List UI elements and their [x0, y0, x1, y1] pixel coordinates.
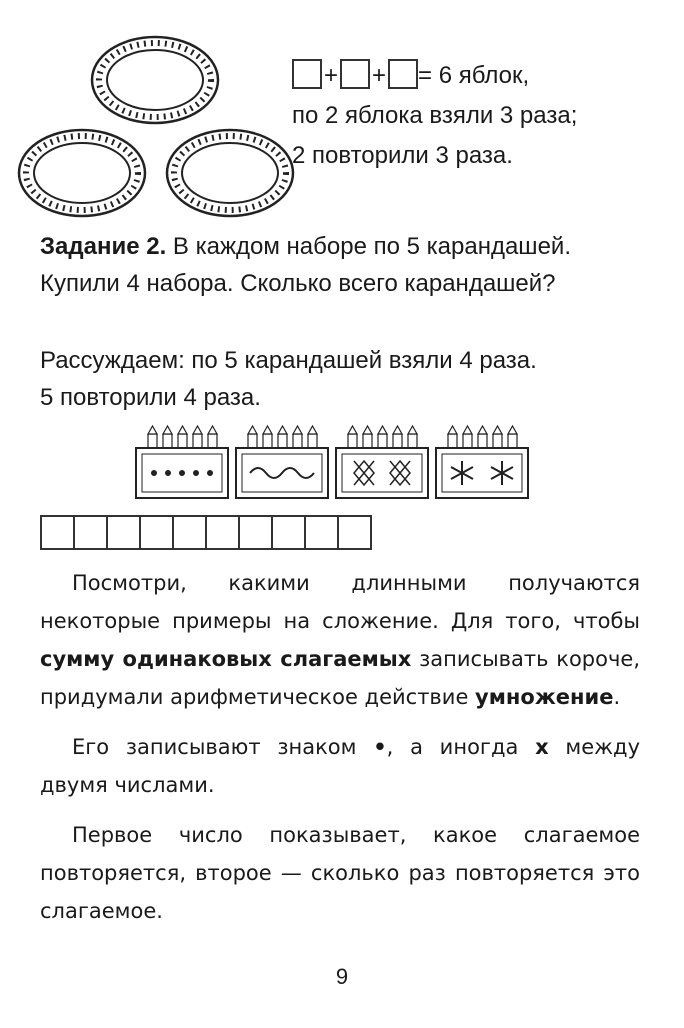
- answer-cell[interactable]: [40, 515, 75, 550]
- plus-sign: +: [372, 62, 387, 89]
- plates-illustration: [14, 30, 304, 220]
- answer-cell[interactable]: [337, 515, 372, 550]
- paragraph-2: [40, 728, 640, 804]
- pencil-tip: [348, 426, 357, 434]
- paragraph-3: Первое число показывает, какое слагаемое повторяется, второе — сколько раз повторяется это слагаемое.: [40, 823, 640, 923]
- pencil-tip: [493, 426, 502, 434]
- pencil-tip: [448, 426, 457, 434]
- pencil-box: [336, 448, 428, 498]
- answer-cell[interactable]: [139, 515, 174, 550]
- task-text: В каждом наборе по 5 карандашей. Купили 4 набора. Сколько всего карандашей?: [40, 233, 571, 297]
- pencil-tip: [208, 426, 217, 434]
- answer-box[interactable]: [340, 59, 370, 89]
- ornament: [179, 470, 185, 476]
- answer-cell[interactable]: [73, 515, 108, 550]
- ornament: [165, 470, 171, 476]
- pencil-tip: [248, 426, 257, 434]
- answer-cell[interactable]: [106, 515, 141, 550]
- pencil-tip: [163, 426, 172, 434]
- answer-cell[interactable]: [238, 515, 273, 550]
- pencil-tip: [293, 426, 302, 434]
- text: Его записывают знаком: [72, 735, 374, 759]
- equation-result: = 6 яблок,: [418, 62, 530, 89]
- paragraph-1: [40, 564, 640, 716]
- equation-line-3: 2 повторили 3 раза.: [292, 142, 513, 169]
- answer-cell[interactable]: [172, 515, 207, 550]
- answer-box[interactable]: [292, 59, 322, 89]
- answer-cells: [40, 515, 372, 550]
- reasoning-line-2: 5 повторили 4 раза.: [40, 384, 261, 411]
- text: , а иногда: [386, 735, 536, 759]
- pencil-tip: [148, 426, 157, 434]
- text: записывать короче, придумали арифметическое действие: [40, 647, 640, 709]
- explanation: [40, 564, 640, 942]
- pencil-tip: [408, 426, 417, 434]
- bold-term: умножение: [475, 685, 614, 709]
- dot-sign: •: [373, 735, 387, 759]
- bold-term: сумму одинаковых слагаемых: [40, 647, 412, 671]
- pencil-tip: [363, 426, 372, 434]
- answer-cell[interactable]: [304, 515, 339, 550]
- answer-cell[interactable]: [205, 515, 240, 550]
- equation-line: [292, 56, 672, 96]
- text: Посмотри, какими длинными получаются некоторые примеры на сложение. Для того, чтобы: [40, 571, 640, 633]
- plus-sign: +: [324, 62, 339, 89]
- pencil-tip: [193, 426, 202, 434]
- answer-box[interactable]: [388, 59, 418, 89]
- pencil-tip: [393, 426, 402, 434]
- reasoning: [40, 342, 640, 416]
- pencil-tip: [478, 426, 487, 434]
- pencil-tip: [263, 426, 272, 434]
- ornament: [151, 470, 157, 476]
- pencil-tip: [463, 426, 472, 434]
- pencil-tip: [508, 426, 517, 434]
- pencil-tip: [378, 426, 387, 434]
- pencil-tip: [308, 426, 317, 434]
- cross-sign: х: [535, 735, 549, 759]
- answer-cell[interactable]: [271, 515, 306, 550]
- reasoning-line-1: Рассуждаем: по 5 карандашей взяли 4 раза.: [40, 347, 537, 374]
- task-2: [40, 228, 640, 302]
- pencil-packs-illustration: [134, 424, 532, 502]
- equation-block: [292, 56, 672, 176]
- pencil-tip: [278, 426, 287, 434]
- pencil-tip: [178, 426, 187, 434]
- page-number: 9: [335, 964, 349, 989]
- task-label: Задание 2.: [40, 233, 167, 260]
- text: .: [613, 685, 621, 709]
- pencil-box: [436, 448, 528, 498]
- equation-line-2: по 2 яблока взяли 3 раза;: [292, 102, 578, 129]
- ornament: [193, 470, 199, 476]
- ornament: [207, 470, 213, 476]
- text: между двумя числами.: [40, 735, 640, 797]
